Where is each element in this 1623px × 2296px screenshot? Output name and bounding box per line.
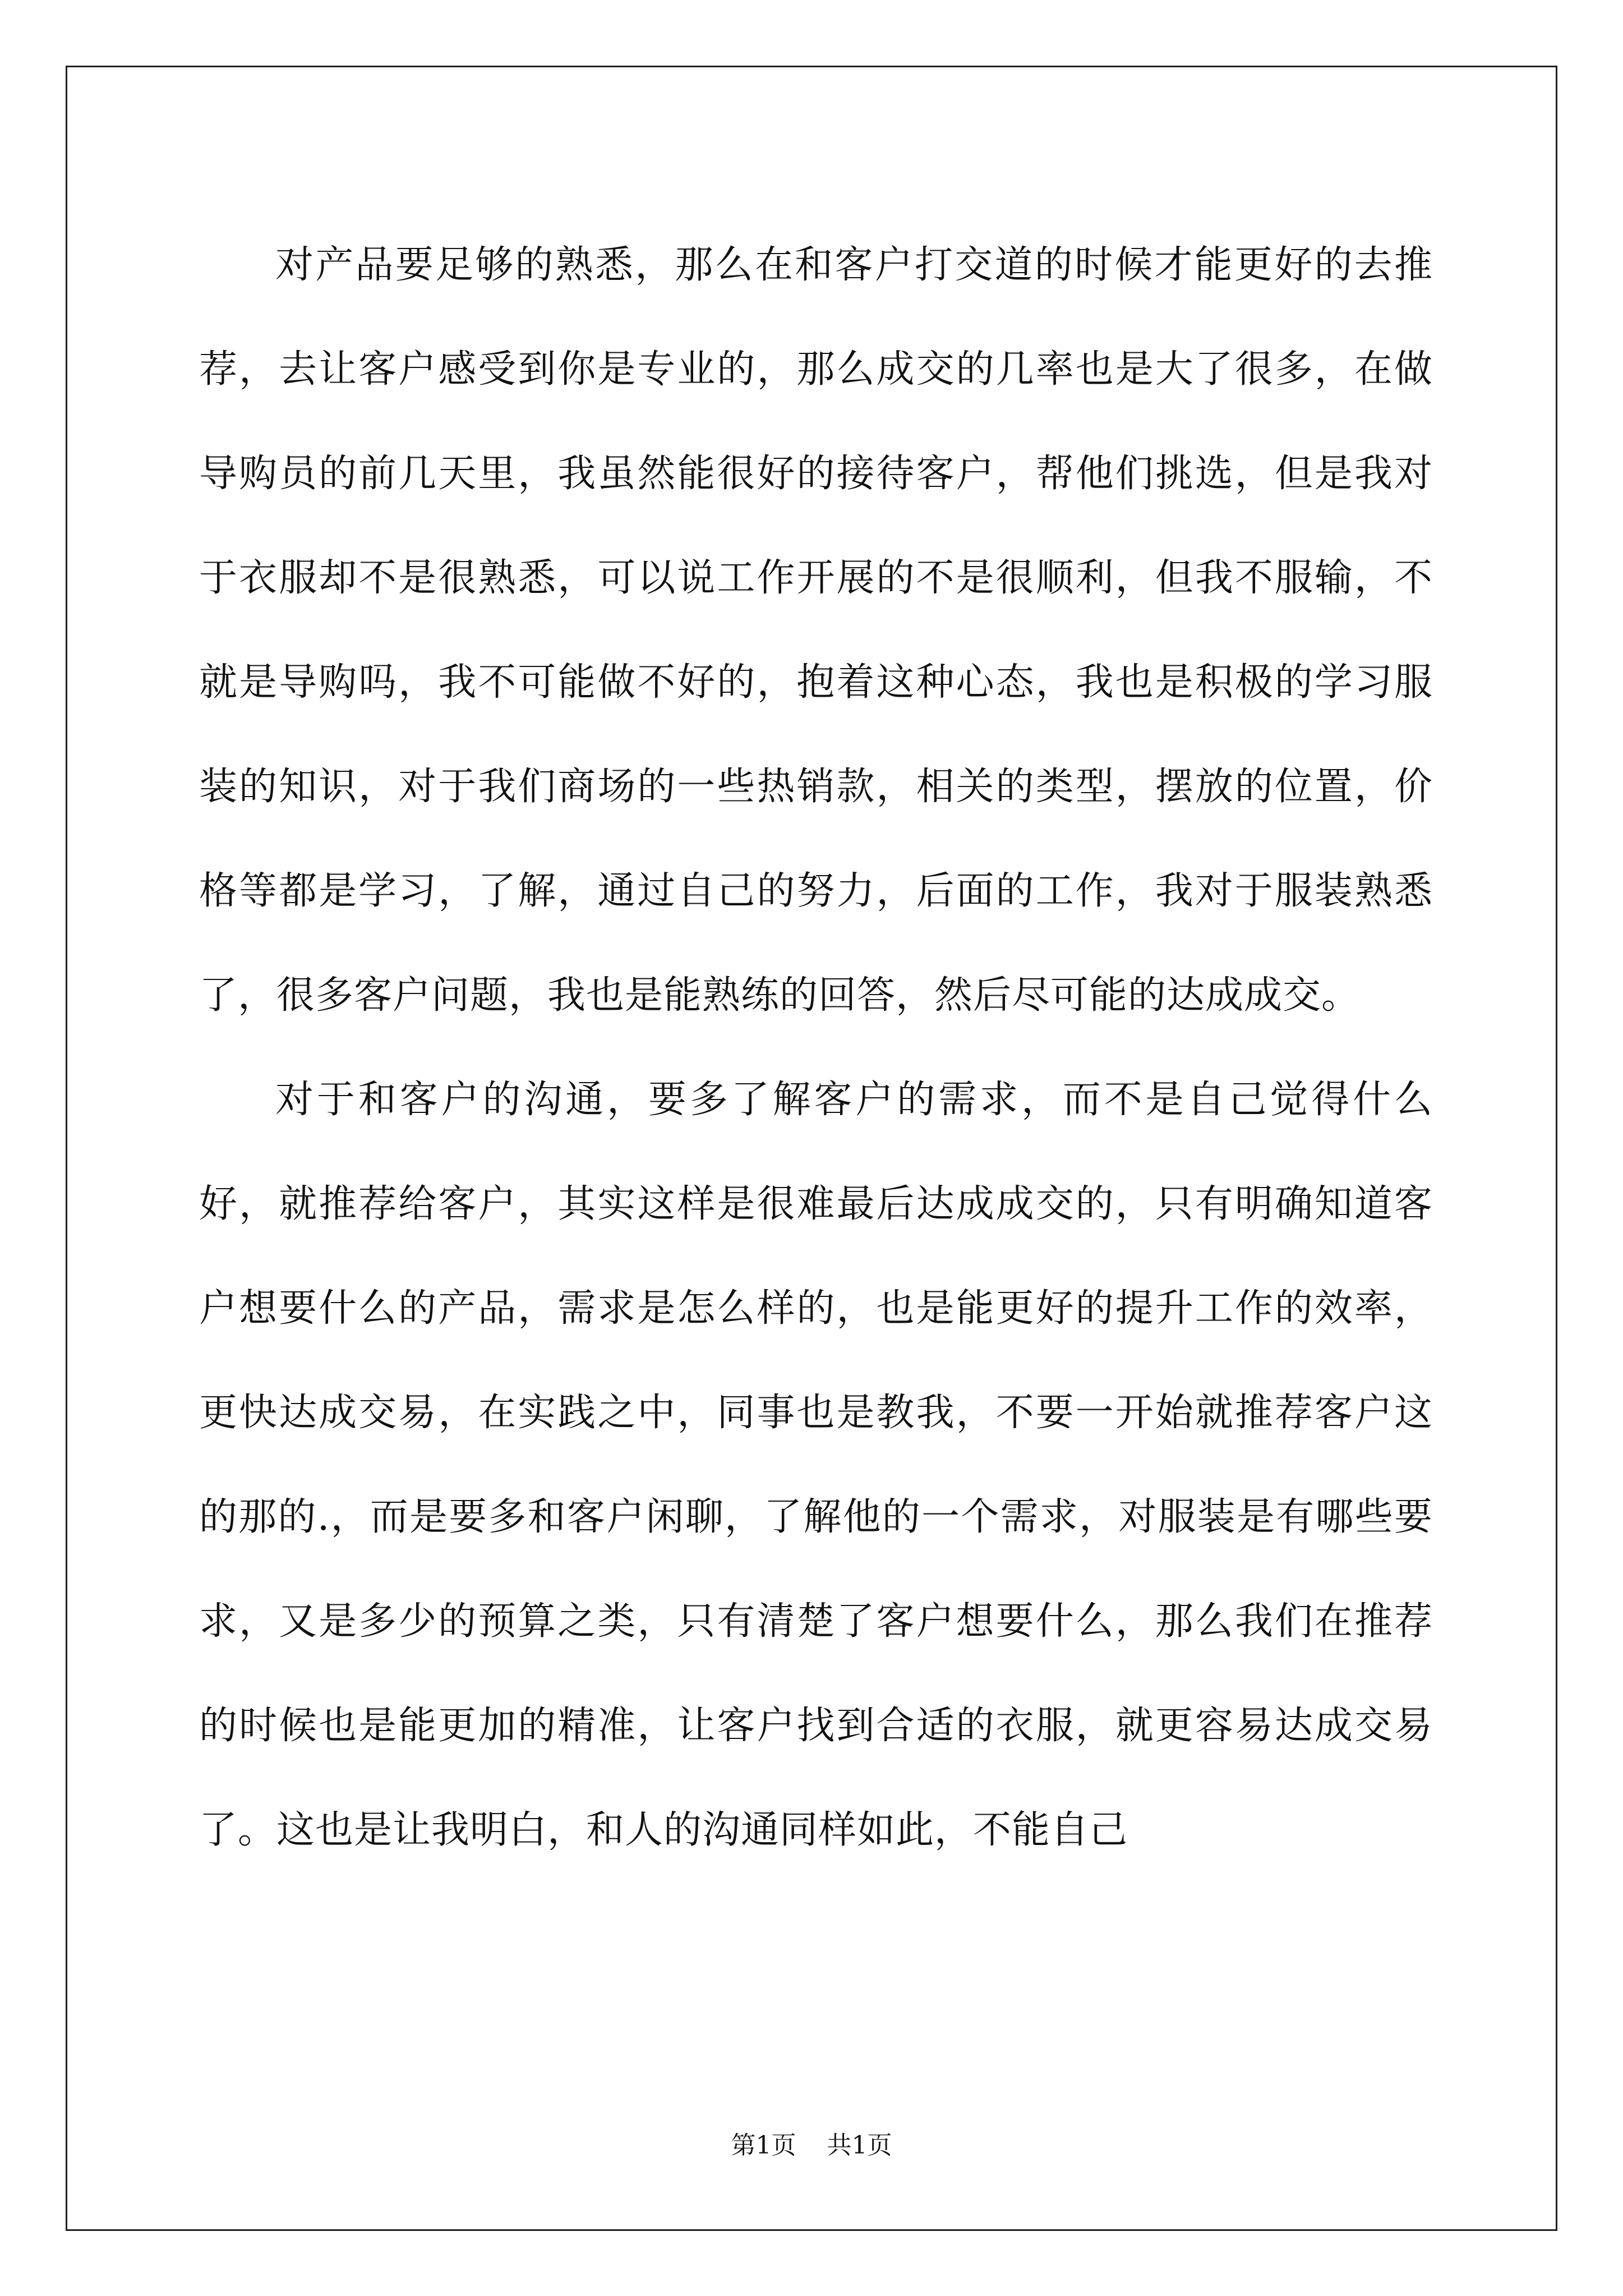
paragraph-2: 对于和客户的沟通，要多了解客户的需求，而不是自己觉得什么好，就推荐给客户，其实这样是很难最后达成成交的，只有明确知道客户想要什么的产品，需求是怎么样的，也是能更好的提升工作的效率，更快达成交易，在实践之中，同事也是教我，不要一开始就推荐客户这的那的.，而是要多和客户闲聊，了解他的一个需求，对服装是有哪些要求，又是多少的预算之类，只有清楚了客户想要什么，那么我们在推荐的时候也是能更加的精准，让客户找到合适的衣服，就更容易达成交易了。这也是让我明白，和人的沟通同样如此，不能自己 xyxy=(199,1078,1433,1852)
paragraph-1: 对产品要足够的熟悉，那么在和客户打交道的时候才能更好的去推荐，去让客户感受到你是专业的，那么成交的几率也是大了很多，在做导购员的前几天里，我虽然能很好的接待客户，帮他们挑选，但是我对于衣服却不是很熟悉，可以说工作开展的不是很顺利，但我不服输，不就是导购吗，我不可能做不好的，抱着这种心态，我也是积极的学习服装的知识，对于我们商场的一些热销款，相关的类型，摆放的位置，价格等都是学习，了解，通过自己的努力，后面的工作，我对于服装熟悉了，很多客户问题，我也是能熟练的回答，然后尽可能的达成成交。 xyxy=(199,243,1433,1018)
page-footer xyxy=(0,2129,1623,2162)
page-number-total: 共1页 xyxy=(827,2131,892,2160)
page-number-current: 第1页 xyxy=(731,2131,796,2160)
document-body xyxy=(199,213,1433,1883)
